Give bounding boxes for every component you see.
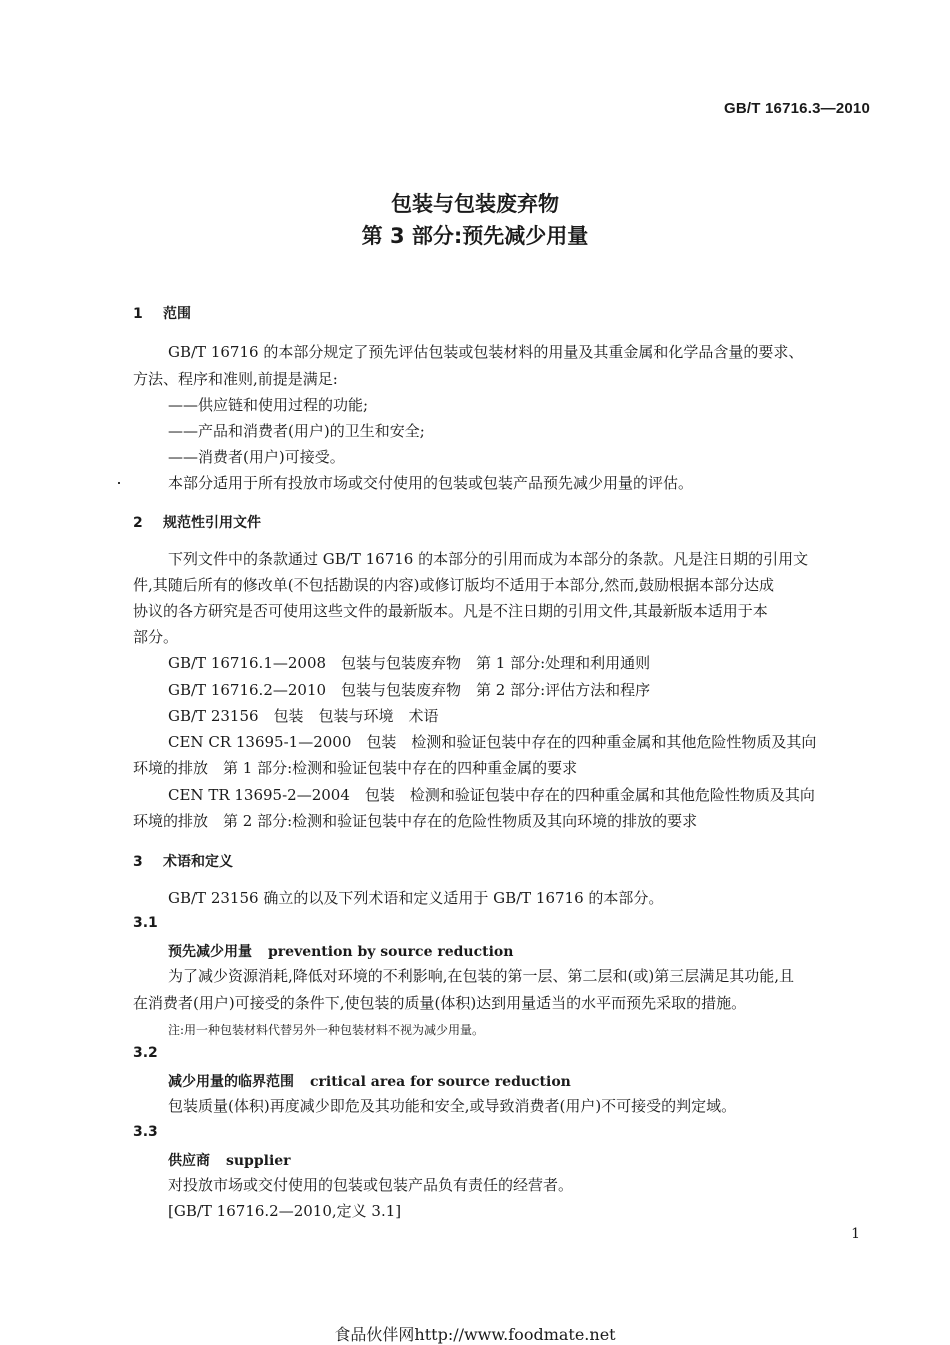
reference-item: CEN TR 13695-2—2004 包装 检测和验证包装中存在的四种重金属和其他危险性物质及其向 xyxy=(168,786,815,804)
reference-item: CEN CR 13695-1—2000 包装 检测和验证包装中存在的四种重金属和其他危险性物质及其向 xyxy=(168,733,817,751)
paragraph-line: 下列文件中的条款通过 GB/T 16716 的本部分的引用而成为本部分的条款。凡是注日期的引用文 xyxy=(168,550,809,568)
definition-line: 对投放市场或交付使用的包装或包装产品负有责任的经营者。 xyxy=(168,1176,574,1194)
paragraph-line: 件,其随后所有的修改单(不包括勘误的内容)或修订版均不适用于本部分,然而,鼓励根据本部分达成 xyxy=(133,576,775,594)
reference-item: GB/T 16716.1—2008 包装与包装废弃物 第 1 部分:处理和利用通则 xyxy=(168,654,651,672)
section-heading-terms-definitions xyxy=(133,851,233,871)
dash-list-item: ——消费者(用户)可接受。 xyxy=(168,448,345,466)
section-title: 术语和定义 xyxy=(163,854,233,870)
term-en: supplier xyxy=(226,1153,291,1169)
term-en: critical area for source reduction xyxy=(310,1074,571,1090)
definition-line: 包装质量(体积)再度减少即危及其功能和安全,或导致消费者(用户)不可接受的判定域。 xyxy=(168,1097,737,1115)
dash-list-item: ——产品和消费者(用户)的卫生和安全; xyxy=(168,422,425,440)
definition-line: 为了减少资源消耗,降低对环境的不利影响,在包装的第一层、第二层和(或)第三层满足其功能,且 xyxy=(168,967,795,985)
definition-source: [GB/T 16716.2—2010,定义 3.1] xyxy=(168,1202,402,1220)
page-number: 1 xyxy=(851,1226,860,1242)
document-subtitle: 第 3 部分:预先减少用量 xyxy=(361,224,589,248)
term-zh: 减少用量的临界范围 xyxy=(168,1074,294,1090)
term-number: 3.2 xyxy=(133,1045,158,1061)
note: 注:用一种包装材料代替另外一种包装材料不视为减少用量。 xyxy=(168,1023,485,1037)
dash-list-item: ——供应链和使用过程的功能; xyxy=(168,396,369,414)
scan-speck xyxy=(118,482,120,484)
section-heading-normative-references xyxy=(133,512,261,532)
definition-line: 在消费者(用户)可接受的条件下,使包装的质量(体积)达到用量适当的水平而预先采取的措施。 xyxy=(133,994,747,1012)
document-title: 包装与包装废弃物 xyxy=(391,192,559,216)
term-entry xyxy=(168,1071,571,1091)
paragraph-line: 方法、程序和准则,前提是满足: xyxy=(133,370,338,388)
term-zh: 预先减少用量 xyxy=(168,944,252,960)
paragraph-line: GB/T 23156 确立的以及下列术语和定义适用于 GB/T 16716 的本部分。 xyxy=(168,889,664,907)
section-number: 3 xyxy=(133,854,143,870)
term-en: prevention by source reduction xyxy=(268,944,514,960)
reference-item-continuation: 环境的排放 第 1 部分:检测和验证包装中存在的四种重金属的要求 xyxy=(133,759,578,777)
section-title: 规范性引用文件 xyxy=(163,515,261,531)
reference-item-continuation: 环境的排放 第 2 部分:检测和验证包装中存在的危险性物质及其向环境的排放的要求 xyxy=(133,812,698,830)
paragraph-line: 本部分适用于所有投放市场或交付使用的包装或包装产品预先减少用量的评估。 xyxy=(168,474,694,492)
standard-number: GB/T 16716.3—2010 xyxy=(724,100,870,117)
term-number: 3.3 xyxy=(133,1124,158,1140)
footer-watermark: 食品伙伴网http://www.foodmate.net xyxy=(334,1325,616,1344)
term-entry xyxy=(168,941,513,961)
section-heading-scope xyxy=(133,303,191,323)
term-entry xyxy=(168,1150,291,1170)
paragraph-line: 部分。 xyxy=(133,628,179,646)
term-number: 3.1 xyxy=(133,915,158,931)
reference-item: GB/T 23156 包装 包装与环境 术语 xyxy=(168,707,439,725)
paragraph-line: GB/T 16716 的本部分规定了预先评估包装或包装材料的用量及其重金属和化学品含量的要求、 xyxy=(168,343,804,361)
section-title: 范围 xyxy=(163,306,191,322)
paragraph-line: 协议的各方研究是否可使用这些文件的最新版本。凡是不注日期的引用文件,其最新版本适用于本 xyxy=(133,602,768,620)
term-zh: 供应商 xyxy=(168,1153,210,1169)
section-number: 2 xyxy=(133,515,143,531)
reference-item: GB/T 16716.2—2010 包装与包装废弃物 第 2 部分:评估方法和程序 xyxy=(168,681,651,699)
section-number: 1 xyxy=(133,306,143,322)
